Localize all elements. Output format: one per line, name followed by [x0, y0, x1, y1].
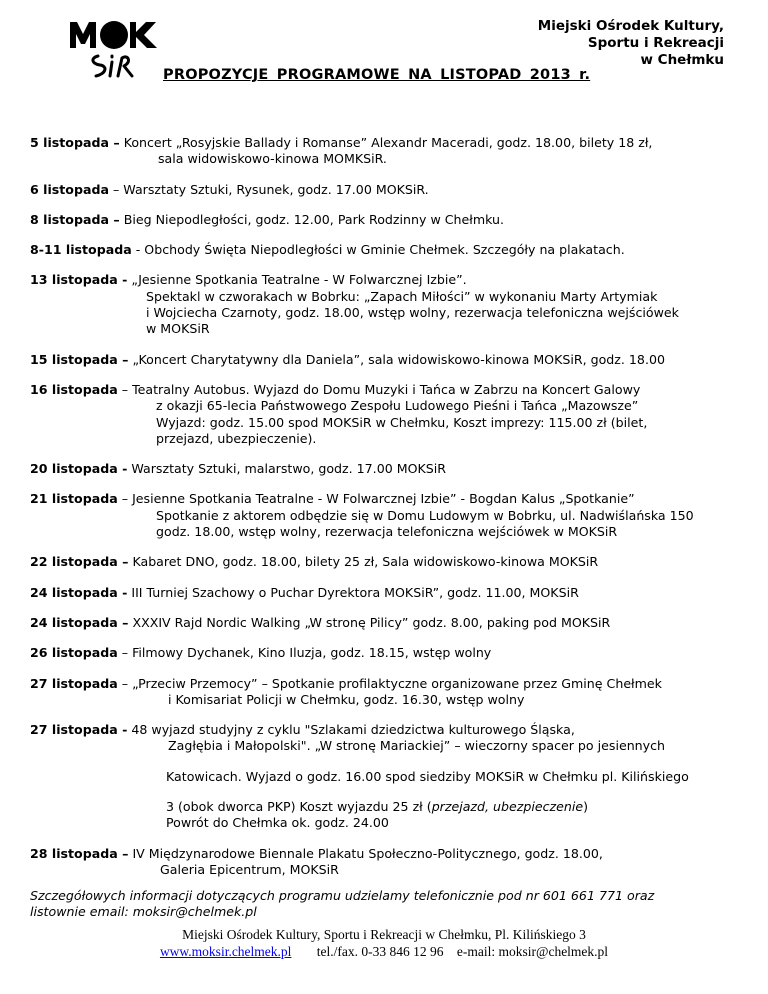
- org-line-1: Miejski Ośrodek Kultury,: [537, 18, 724, 34]
- event-text: – Teatralny Autobus. Wyjazd do Domu Muzyki i Tańca w Zabrzu na Koncert Galowy: [121, 381, 641, 397]
- footer-contacts: [0, 943, 768, 960]
- event-item: [30, 272, 750, 337]
- event-date: 8 listopada –: [30, 211, 120, 227]
- event-date: 6 listopada: [30, 181, 109, 197]
- event-text: – „Przeciw Przemocy” – Spotkanie profilaktyczne organizowane przez Gminę Chełmek: [121, 675, 662, 691]
- event-item: [30, 212, 750, 228]
- event-text: Powrót do Chełmka ok. godz. 24.00: [166, 815, 389, 831]
- event-text: - Obchody Święta Niepodległości w Gminie Chełmek. Szczegóły na plakatach.: [135, 242, 625, 258]
- event-date: 22 listopada –: [30, 554, 129, 570]
- event-text: 48 wyjazd studyjny z cyklu "Szlakami dziedzictwa kulturowego Śląska,: [131, 722, 575, 738]
- event-text: III Turniej Szachowy o Puchar Dyrektora MOKSiR”, godz. 11.00, MOKSiR: [131, 584, 579, 600]
- event-item: [30, 615, 750, 631]
- footer-email: e-mail: moksir@chelmek.pl: [456, 944, 609, 959]
- org-line-3: w Chełmku: [640, 52, 724, 68]
- event-text: Spotkanie z aktorem odbędzie się w Domu Ludowym w Bobrku, ul. Nadwiślańska 150: [156, 507, 694, 523]
- event-item: [30, 461, 750, 477]
- event-text: z okazji 65-lecia Państwowego Zespołu Ludowego Pieśni i Tańca „Mazowsze”: [156, 398, 639, 414]
- event-text: przejazd, ubezpieczenie).: [156, 430, 317, 446]
- event-text: Kabaret DNO, godz. 18.00, bilety 25 zł, Sala widowiskowo-kinowa MOKSiR: [132, 554, 599, 570]
- event-text: Warsztaty Sztuki, malarstwo, godz. 17.00 MOKSiR: [131, 461, 446, 477]
- event-date: 26 listopada: [30, 645, 118, 661]
- moksir-logo: [68, 18, 164, 82]
- page-footer: [0, 926, 768, 960]
- website-link[interactable]: www.moksir.chelmek.pl: [159, 944, 292, 959]
- event-text: „Koncert Charytatywny dla Daniela”, sala widowiskowo-kinowa MOKSiR, godz. 18.00: [132, 351, 665, 367]
- page-title: PROPOZYCJE PROGRAMOWE NA LISTOPAD 2013 r.: [163, 67, 591, 83]
- event-text: Galeria Epicentrum, MOKSiR: [160, 861, 339, 877]
- event-text: XXXIV Rajd Nordic Walking „W stronę Pilicy” godz. 8.00, paking pod MOKSiR: [132, 614, 611, 630]
- event-text: Koncert „Rosyjskie Ballady i Romanse” Alexandr Maceradi, godz. 18.00, bilety 18 zł,: [123, 135, 653, 150]
- event-spacer: [30, 755, 750, 769]
- contact-note: [30, 888, 654, 920]
- event-spacer: [30, 785, 750, 799]
- event-text: – Jesienne Spotkania Teatralne - W Folwarcznej Izbie” - Bogdan Kalus „Spotkanie”: [121, 491, 635, 507]
- event-date: 24 listopada -: [30, 584, 128, 600]
- event-item: [30, 846, 750, 879]
- event-text: IV Międzynarodowe Biennale Plakatu Społeczno-Politycznego, godz. 18.00,: [132, 845, 603, 861]
- event-item: [30, 676, 750, 709]
- event-text: – Warsztaty Sztuki, Rysunek, godz. 17.00 MOKSiR.: [113, 181, 429, 197]
- event-text: i Komisariat Policji w Chełmku, godz. 16.30, wstęp wolny: [168, 691, 525, 707]
- event-text: „Jesienne Spotkania Teatralne - W Folwarcznej Izbie”.: [131, 272, 467, 288]
- contact-note-line-1: Szczegółowych informacji dotyczących programu udzielamy telefonicznie pod nr 601 661 771 oraz: [30, 888, 655, 903]
- event-item: [30, 491, 750, 540]
- logo-letter-m: [70, 22, 96, 48]
- logo-letter-k: [130, 22, 157, 48]
- event-text: Wyjazd: godz. 15.00 spod MOKSiR w Chełmku, Koszt imprezy: 115.00 zł (bilet,: [156, 414, 648, 430]
- event-date: 5 listopada –: [30, 135, 120, 150]
- organization-name: [538, 18, 724, 69]
- event-date: 24 listopada –: [30, 614, 129, 630]
- event-item: [30, 182, 750, 198]
- footer-address: Miejski Ośrodek Kultury, Sportu i Rekreacji w Chełmku, Pl. Kilińskiego 3: [182, 927, 586, 942]
- event-date: 20 listopada -: [30, 461, 128, 477]
- org-line-2: Sportu i Rekreacji: [587, 35, 724, 51]
- contact-note-line-2: listownie email: moksir@chelmek.pl: [30, 904, 257, 919]
- event-item: [30, 382, 750, 447]
- event-text: 3 (obok dworca PKP) Koszt wyjazdu 25 zł (przejazd, ubezpieczenie): [166, 799, 589, 815]
- event-date: 27 listopada -: [30, 722, 128, 738]
- event-item: [30, 645, 750, 661]
- event-date: 15 listopada –: [30, 351, 129, 367]
- event-item: [30, 554, 750, 570]
- event-text: sala widowiskowo-kinowa MOMKSiR.: [158, 151, 387, 167]
- events-list: [30, 135, 750, 892]
- event-date: 27 listopada: [30, 675, 118, 691]
- footer-phone: tel./fax. 0-33 846 12 96: [316, 944, 444, 959]
- event-item: [30, 242, 750, 258]
- event-text: Bieg Niepodległości, godz. 12.00, Park Rodzinny w Chełmku.: [123, 211, 505, 227]
- event-text: – Filmowy Dychanek, Kino Iluzja, godz. 18.15, wstęp wolny: [121, 645, 492, 661]
- event-item: [30, 722, 750, 831]
- logo-script-sir: [93, 56, 132, 76]
- logo-letter-o: [100, 21, 128, 49]
- event-text: Zagłębia i Małopolski". „W stronę Mariackiej” – wieczorny spacer po jesiennych: [168, 738, 666, 754]
- event-text: w MOKSiR: [146, 321, 210, 337]
- event-item: [30, 585, 750, 601]
- event-text: i Wojciecha Czarnoty, godz. 18.00, wstęp wolny, rezerwacja telefoniczna wejściówek: [146, 305, 679, 321]
- event-item: [30, 135, 750, 168]
- event-date: 13 listopada -: [30, 272, 128, 288]
- event-item: [30, 352, 750, 368]
- event-text: godz. 18.00, wstęp wolny, rezerwacja telefoniczna wejściówek w MOKSiR: [156, 524, 618, 540]
- event-date: 8-11 listopada: [30, 242, 132, 258]
- event-text: Katowicach. Wyjazd o godz. 16.00 spod siedziby MOKSiR w Chełmku pl. Kilińskiego: [166, 768, 689, 784]
- event-text: Spektakl w czworakach w Bobrku: „Zapach Miłości” w wykonaniu Marty Artymiak: [146, 288, 658, 304]
- event-date: 21 listopada: [30, 491, 118, 507]
- event-date: 28 listopada –: [30, 845, 129, 861]
- event-date: 16 listopada: [30, 381, 118, 397]
